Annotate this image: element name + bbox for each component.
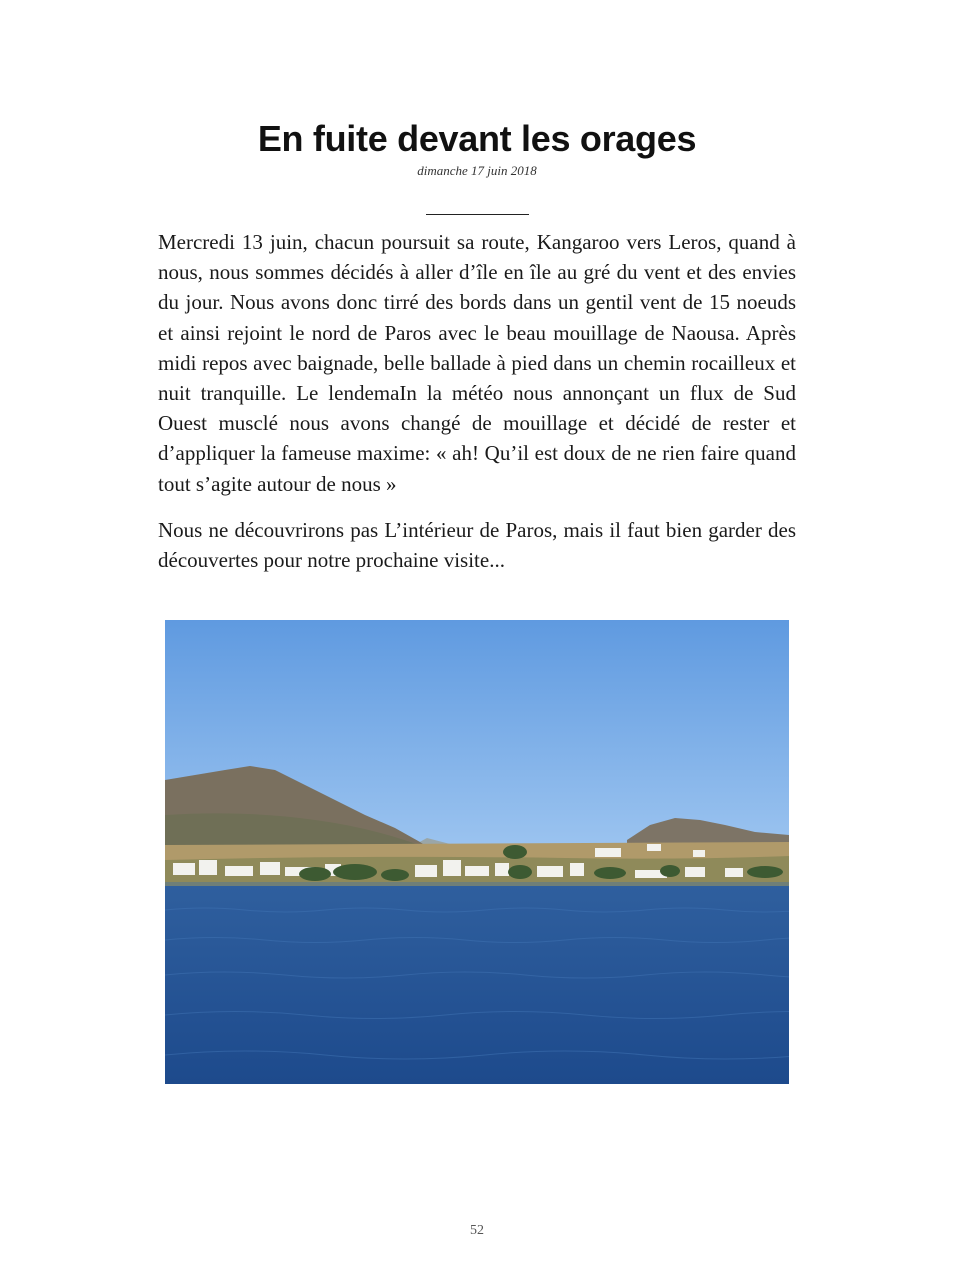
page-number: 52 bbox=[470, 1223, 484, 1238]
paragraph-2: Nous ne découvrirons pas L’intérieur de Paros, mais il faut bien garder des découvertes pour notre prochaine visite... bbox=[158, 517, 796, 573]
title-divider bbox=[426, 214, 529, 215]
article-body bbox=[158, 227, 796, 591]
paros-coast-photo bbox=[165, 620, 789, 1084]
article-title: En fuite devant les orages bbox=[257, 118, 697, 159]
sea bbox=[165, 886, 789, 1084]
article-date: dimanche 17 juin 2018 bbox=[417, 163, 537, 178]
paragraph-1: Mercredi 13 juin, chacun poursuit sa route, Kangaroo vers Leros, quand à nous, nous sommes décidés à aller d’île en île au gré du vent et des envies du jour. Nous avons donc tirré des bords dans un gentil vent de 15 noeuds et ainsi rejoint le nord de Paros avec le beau mouillage de Naousa. Après midi repos avec baignade, belle ballade à pied dans un chemin rocailleux et nuit tranquille. Le lendemaIn la météo nous annonçant un flux de Sud Ouest musclé nous avons changé de mouillage et décidé de rester et d’appliquer la fameuse maxime: « ah! Qu’il est doux de ne rien faire quand tout s’agite autour de nous » bbox=[158, 230, 796, 496]
